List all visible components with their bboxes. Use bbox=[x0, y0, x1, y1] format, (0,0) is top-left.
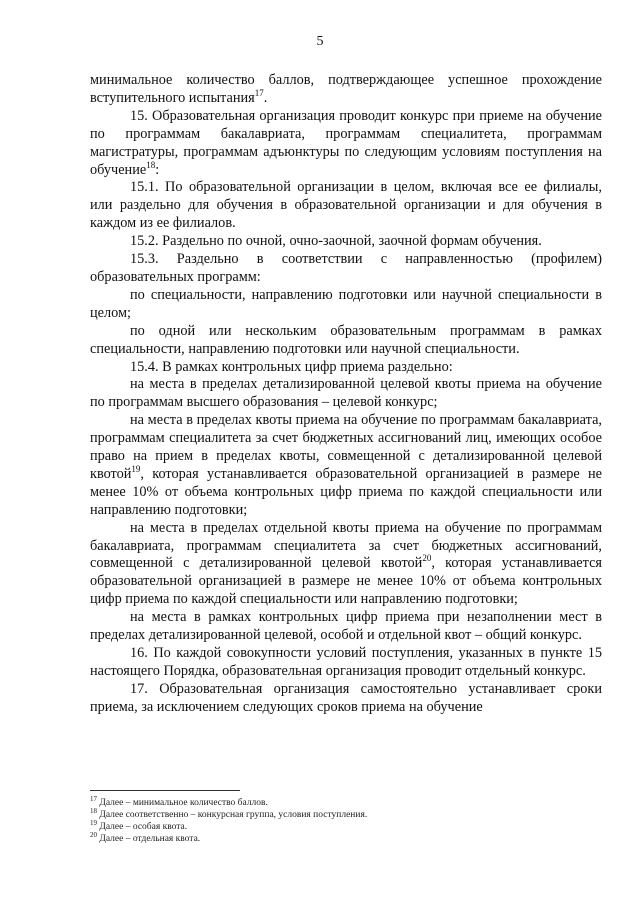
footnote-ref: 19 bbox=[131, 464, 141, 475]
paragraph: 15.3. Раздельно в соответствии с направленностью (профилем) образовательных программ: bbox=[90, 251, 602, 285]
document-body bbox=[90, 72, 602, 717]
paragraph: по одной или нескольким образовательным программам в рамках специальности, направлению подготовки или научной специальности. bbox=[90, 322, 602, 357]
paragraph: по специальности, направлению подготовки или научной специальности в целом; bbox=[90, 286, 602, 321]
footnote: $^{18}$ Далее соответственно – конкурсная группа, условия поступления. bbox=[90, 806, 368, 820]
paragraph: на места в пределах детализированной целевой квоты приема на обучение по программам высшего образования – целевой конкурс; bbox=[90, 376, 602, 411]
paragraph: 15.4. В рамках контрольных цифр приема раздельно: bbox=[130, 358, 453, 375]
footnote: $^{19}$ Далее – особая квота. bbox=[90, 818, 188, 832]
paragraph: 15.1. По образовательной организации в целом, включая все ее филиалы, или раздельно для обучения в образовательной организации и для обучения в каждом из ее филиалов. bbox=[90, 179, 602, 232]
footnote-separator bbox=[90, 790, 240, 791]
paragraph: 15. Образовательная организация проводит конкурс при приеме на обучение по программам бакалавриата, программам специалитета, программам магистратуры, программам адъюнктуры по следующим условиям поступления на обучение$^{18}$: bbox=[90, 107, 602, 178]
footnote-ref: 20 bbox=[422, 553, 432, 564]
footnote-ref: 17 bbox=[254, 88, 264, 99]
paragraph: на места в рамках контрольных цифр приема при незаполнении мест в пределах детализированной целевой, особой и отдельной квот – общий конкурс. bbox=[90, 609, 602, 644]
footnotes bbox=[90, 794, 602, 845]
paragraph: 16. По каждой совокупности условий поступления, указанных в пункте 15 настоящего Порядка, образовательная организация проводит отдельный конкурс. bbox=[90, 645, 602, 679]
paragraph: на места в пределах квоты приема на обучение по программам бакалавриата, программам специалитета за счет бюджетных ассигнований лиц, имеющих особое право на прием в пределах квоты, совмещенной с детализированной целевой квотой$^{19}$, которая устанавливается образовательной организацией в размере не менее 10% от объема контрольных цифр приема по каждой специальности или направлению подготовки; bbox=[90, 412, 602, 518]
page-number: 5 bbox=[316, 34, 324, 49]
footnote: $^{20}$ Далее – отдельная квота. bbox=[90, 830, 201, 844]
footnote-ref: 18 bbox=[146, 159, 156, 170]
paragraph: на места в пределах отдельной квоты приема на обучение по программам бакалавриата, программам специалитета за счет бюджетных ассигнований, совмещенной с детализированной целевой квотой$^{20}$, которая устанавливается образовательной организацией в размере не менее 10% от объема контрольных цифр приема по каждой специальности или направлению подготовки; bbox=[90, 519, 602, 608]
paragraph: 17. Образовательная организация самостоятельно устанавливает сроки приема, за исключением следующих сроков приема на обучение bbox=[90, 680, 602, 715]
paragraph: 15.2. Раздельно по очной, очно-заочной, заочной формам обучения. bbox=[130, 233, 542, 250]
paragraph: минимальное количество баллов, подтверждающее успешное прохождение вступительного испытания$^{17}$. bbox=[90, 72, 602, 106]
footnote: $^{17}$ Далее – минимальное количество баллов. bbox=[90, 794, 268, 808]
